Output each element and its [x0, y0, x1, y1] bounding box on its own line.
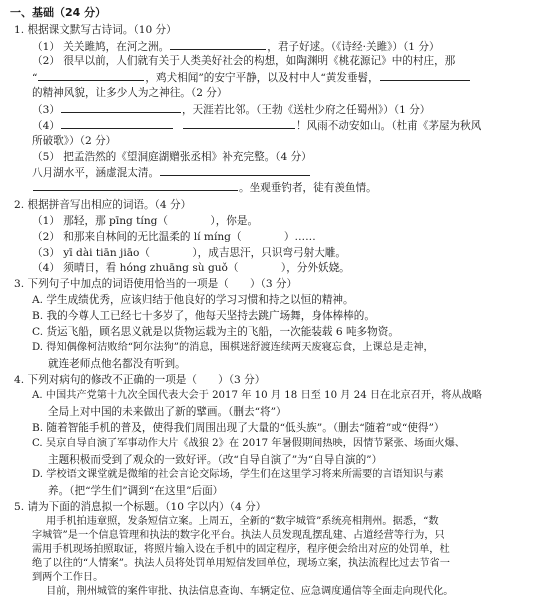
q3-option-d-line-2: 就连老师点他名都没有听到。 — [48, 357, 186, 370]
q5-text-line-2: 字城管”是一个信息管理和执法的数字化平台。执法人员发现乱摆乱建、占道经营等行为，只 — [32, 530, 445, 542]
q4-option-a-line-2: 全局上对中国的未来做出了新的擘画。（删去“将”） — [48, 406, 287, 419]
section-title: 一、基础（24 分） — [10, 6, 107, 19]
q1-item-1-blank[interactable] — [170, 39, 266, 50]
q5-text-line-3: 需用手机现场拍照取证，将照片输入设在手机中的固定程序，程序便会给出对应的处罚单，杜 — [32, 544, 450, 556]
q1-item-2-text-b: ，鸡犬相闻”的安宁平静，以及村中人“黄发垂髫， — [145, 72, 379, 85]
q1-stem: 1. 根据课文默写古诗词。（10 分） — [14, 23, 177, 36]
q3-option-d-line-1: D. 得知偶像柯洁败给“阿尔法狗”的消息，围棋迷舒渡连续两天废寝忘食，上课总是走神， — [32, 341, 434, 353]
q2-item-4: （4） 须晴日，看 hóng zhuāng sù guǒ（ ），分外妖娆。 — [32, 262, 350, 275]
q2-item-2: （2） 和那来自林间的无比温柔的 lí míng（ ）…… — [32, 230, 316, 243]
q4-option-d-line-1: D. 学校语文课堂就是微缩的社会言论交际场，学生们在这里学习将来所需要的言语知识与素 — [32, 469, 444, 481]
q1-item-1-text-a: （1） 关关雎鸠，在河之洲。 — [32, 40, 170, 53]
q5-text-line-6: 目前，荆州城管的案件审批、执法信息查询、车辆定位、应急调度通信等全面走向现代化。 — [46, 586, 454, 597]
q1-item-4-blank-2[interactable] — [183, 118, 295, 129]
q5-text-line-1: 用手机拍违章照，发条短信立案。上周五，全新的“数字城管”系统亮相荆州。据悉，“数 — [46, 516, 439, 528]
q1-item-5-blank-1[interactable] — [160, 165, 310, 176]
q1-item-4-label: （4） — [32, 119, 60, 132]
q1-item-4-text: ！风雨不动安如山。（杜甫《茅屋为秋风 — [295, 119, 482, 132]
q4-option-b: B. 随着智能手机的普及，使得我们周围出现了大量的“低头族”。（删去“随着”或“使得”） — [32, 421, 445, 434]
q1-item-5: （5） 把孟浩然的《望洞庭湖赠张丞相》补充完整。（4 分） — [32, 150, 312, 163]
q1-item-2-blank-2[interactable] — [380, 70, 470, 81]
q1-item-4-blank-1[interactable] — [61, 118, 173, 129]
q3-option-b: B. 我的今尊人工已经七十多岁了，他每天坚持去跳广场舞，身体棒棒的。 — [32, 310, 375, 323]
q1-item-3-blank[interactable] — [61, 102, 181, 113]
q5-text-line-4: 绝了以往的“人情案”。执法人员将处罚单用短信发回单位，现场立案，执法流程比过去节省一 — [32, 558, 450, 570]
q5-text-line-5: 到两个工作日。 — [32, 572, 104, 583]
q1-item-3-label: （3） — [32, 104, 60, 117]
q1-item-2-blank-1[interactable] — [38, 70, 144, 81]
q1-item-2-line-2 — [32, 70, 471, 85]
q3-stem: 3. 下列句子中加点的词语使用恰当的一项是（ ）（3 分） — [14, 278, 298, 291]
q1-item-4-line-2: 所破歌》）（2 分） — [32, 134, 117, 147]
q3-option-a: A. 学生成绩优秀，应该归结于他良好的学习习惯和持之以恒的精神。 — [32, 294, 354, 307]
q1-item-5-poem-text: 八月湖水平，涵虚混太清。 — [32, 167, 160, 180]
q1-item-2-line-1: （2） 很早以前，人们就有关于人类美好社会的构想，如陶渊明《桃花源记》中的村庄，那 — [32, 55, 456, 68]
q1-item-2-line-3: 的精神风貌，让多少人为之神往。（2 分） — [32, 87, 228, 100]
q1-item-5-poem-1 — [32, 165, 311, 180]
q4-option-c-line-1: C. 吴京自导自演了军事动作大片《战狼 2》在 2017 年暑假期间热映，因情节紧张、场面火爆、 — [32, 437, 465, 449]
q1-item-2-quote-open: “ — [32, 72, 38, 85]
q1-item-5-poem-end: 。坐观垂钓者，徒有羡鱼情。 — [239, 182, 377, 195]
q1-item-4 — [32, 118, 481, 133]
q1-item-3-text: ，天涯若比邻。（王勃《送杜少府之任蜀州》）（1 分） — [181, 104, 431, 117]
q1-item-3 — [32, 102, 430, 117]
q2-item-3: （3） yī dài tiān jiāo（ ），成吉思汗，只识弯弓射大雕。 — [32, 246, 346, 259]
q2-stem: 2. 根据拼音写出相应的词语。（4 分） — [14, 199, 192, 212]
q3-option-c: C. 货运飞船，顾名思义就是以货物运载为主的飞船，一次能装载 6 吨多物资。 — [32, 325, 399, 338]
q5-stem: 5. 请为下面的消息拟一个标题。（10 字以内）（4 分） — [14, 501, 267, 514]
q4-stem: 4. 下列对病句的修改不正确的一项是（ ）（3 分） — [14, 374, 266, 387]
q1-item-1-text-b: ，君子好逑。（《诗经·关雎》）（1 分） — [267, 40, 440, 53]
q1-item-1 — [32, 39, 440, 54]
q1-item-5-poem-2 — [32, 180, 377, 195]
q4-option-a-line-1: A. 中国共产党第十九次全国代表大会于 2017 年 10 月 18 日至 10 月 24 日在北京召开，将从战略 — [32, 390, 482, 402]
q2-item-1: （1） 那轻，那 pīng tíng（ ），你是。 — [32, 214, 259, 227]
q4-option-c-line-2: 主题积极而受到了观众的一致好评。（改“自导自演了”为“自导自演的”） — [48, 453, 383, 466]
q4-option-d-line-2: 养。（把“学生们”调到“在这里”后面） — [48, 485, 224, 498]
q1-item-5-blank-2[interactable] — [33, 180, 238, 191]
